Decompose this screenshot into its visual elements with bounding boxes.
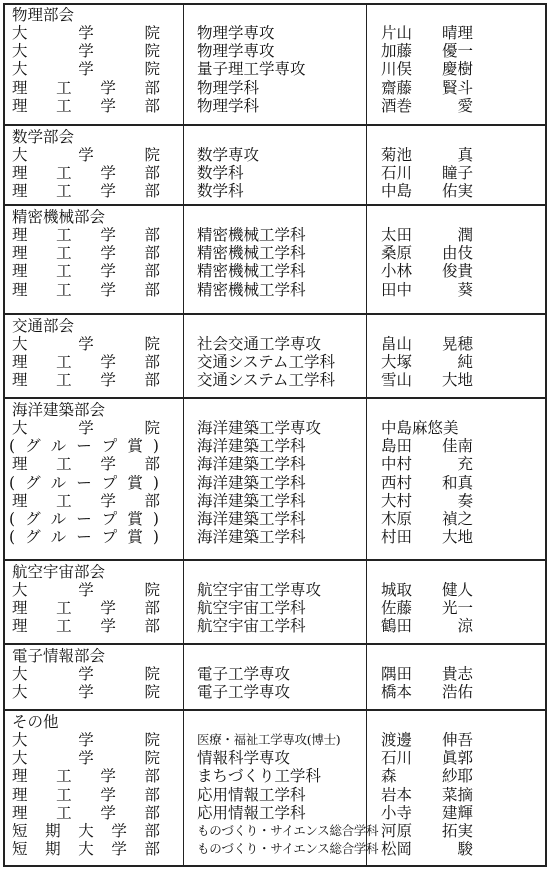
member-family-name: 渡邊	[381, 731, 413, 749]
member-category: 理 工 学 部	[12, 767, 160, 786]
member-category: 理 工 学 部	[12, 262, 160, 281]
member-row	[0, 335, 550, 353]
member-family-name: 大村	[381, 491, 413, 510]
member-family-name: 村田	[381, 528, 413, 547]
member-name	[381, 182, 473, 200]
member-department: 物理学科	[197, 78, 260, 97]
member-family-name: 酒巻	[381, 96, 413, 115]
member-category: 理 工 学 部	[12, 785, 160, 804]
member-given-name: 愛	[457, 96, 473, 115]
member-department: 海洋建築工学科	[197, 528, 306, 547]
member-name	[381, 371, 473, 389]
member-family-name: 河原	[381, 822, 413, 840]
member-family-name: 片山	[381, 24, 413, 42]
member-department: 応用情報工学科	[197, 785, 306, 804]
member-given-name: 拓実	[441, 822, 473, 840]
member-given-name: 光一	[441, 599, 473, 618]
member-department: 海洋建築工学専攻	[197, 419, 322, 437]
member-row	[0, 164, 550, 182]
member-given-name: 浩佑	[441, 683, 473, 702]
member-category: 短 期 大 学 部	[12, 822, 160, 840]
member-name	[381, 665, 473, 683]
member-given-name: 俊貴	[441, 262, 473, 281]
member-category: 大 学 院	[12, 335, 160, 353]
member-row	[0, 581, 550, 599]
member-category: 大 学 院	[12, 731, 160, 749]
member-given-name: 禎之	[441, 510, 473, 528]
member-name	[381, 492, 473, 510]
member-category: ( グ ル ー プ 賞 )	[9, 473, 159, 492]
member-family-name: 鶴田	[381, 617, 413, 636]
member-department: 量子理工学専攻	[197, 60, 306, 79]
member-category: 理 工 学 部	[12, 182, 160, 201]
member-given-name: 優一	[441, 42, 473, 61]
member-department: 医療・福祉工学専攻(博士)	[197, 732, 341, 747]
member-row	[0, 146, 550, 164]
member-name	[381, 262, 473, 280]
member-name	[381, 617, 473, 635]
member-department: 航空宇宙工学科	[197, 617, 306, 636]
member-given-name: 大地	[441, 371, 473, 390]
section-title: 数学部会	[12, 128, 75, 146]
member-family-name: 石川	[381, 749, 413, 768]
member-row	[0, 767, 550, 785]
member-row	[0, 840, 550, 858]
member-row	[0, 683, 550, 701]
member-row	[0, 599, 550, 617]
member-given-name: 純	[457, 353, 473, 372]
member-category: 理 工 学 部	[12, 455, 160, 474]
member-family-name: 佐藤	[381, 599, 413, 618]
member-given-name: 涼	[457, 617, 473, 636]
member-given-name: 佑実	[441, 182, 473, 201]
member-name	[381, 97, 473, 115]
member-name	[381, 581, 473, 599]
member-given-name: 由伎	[441, 244, 473, 263]
member-row	[0, 60, 550, 78]
section-divider	[3, 559, 547, 561]
member-family-name: 岩本	[381, 785, 413, 804]
member-department: 海洋建築工学科	[197, 473, 306, 492]
member-row	[0, 42, 550, 60]
member-family-name: 川俣	[381, 60, 413, 79]
member-family-name: 大塚	[381, 353, 413, 372]
member-category: 理 工 学 部	[12, 164, 160, 183]
member-family-name: 西村	[381, 473, 413, 492]
member-family-name: 島田	[381, 437, 413, 456]
member-family-name: 中島	[381, 182, 413, 201]
member-row	[0, 226, 550, 244]
member-row	[0, 822, 550, 840]
section-title: 電子情報部会	[12, 647, 106, 665]
member-department: 数学科	[197, 182, 244, 201]
member-row	[0, 455, 550, 473]
member-name	[381, 840, 473, 858]
member-name	[381, 335, 473, 353]
member-name	[381, 244, 473, 262]
member-name	[381, 510, 473, 528]
member-family-name: 太田	[381, 226, 413, 244]
member-department: 交通システム工学科	[197, 353, 335, 372]
member-department: ものづくり・サイエンス総合学科	[197, 823, 379, 838]
member-name	[381, 42, 473, 60]
member-family-name: 小林	[381, 262, 413, 281]
member-family-name: 木原	[381, 510, 413, 528]
member-department: 応用情報工学科	[197, 803, 306, 822]
section-title: 交通部会	[12, 317, 75, 335]
member-name	[381, 437, 473, 455]
member-category: 大 学 院	[12, 146, 160, 164]
member-name	[381, 79, 473, 97]
member-name	[381, 822, 473, 840]
member-department: 海洋建築工学科	[197, 437, 306, 456]
member-row	[0, 79, 550, 97]
member-row	[0, 262, 550, 280]
member-category: 理 工 学 部	[12, 96, 160, 115]
member-family-name: 石川	[381, 164, 413, 183]
section-title: 物理部会	[12, 6, 75, 24]
member-department: 航空宇宙工学科	[197, 599, 306, 618]
member-name	[381, 419, 473, 437]
member-family-name: 森	[381, 767, 397, 786]
member-family-name: 中村	[381, 455, 413, 474]
member-department: 海洋建築工学科	[197, 510, 306, 528]
section-divider	[3, 397, 547, 399]
member-department: 精密機械工学科	[197, 226, 306, 244]
member-family-name: 隅田	[381, 665, 413, 683]
member-category: 理 工 学 部	[12, 599, 160, 618]
member-department: 交通システム工学科	[197, 371, 335, 390]
member-row	[0, 419, 550, 437]
member-given-name: 慶樹	[441, 60, 473, 79]
member-family-name: 田中	[381, 280, 413, 299]
member-family-name: 中島麻悠美	[381, 419, 459, 437]
member-given-name: 真	[457, 146, 473, 164]
section-divider	[3, 313, 547, 315]
member-category: ( グ ル ー プ 賞 )	[9, 510, 159, 528]
member-category: 理 工 学 部	[12, 617, 160, 636]
member-given-name: 葵	[457, 280, 473, 299]
section-title: その他	[12, 713, 59, 731]
member-given-name: 駿	[457, 840, 473, 859]
member-given-name: 大地	[441, 528, 473, 547]
member-row	[0, 804, 550, 822]
member-department: 物理学専攻	[197, 24, 275, 42]
member-given-name: 菜摘	[441, 785, 473, 804]
member-row	[0, 617, 550, 635]
member-name	[381, 474, 473, 492]
section-title: 海洋建築部会	[12, 401, 106, 419]
member-name	[381, 683, 473, 701]
member-category: 大 学 院	[12, 683, 160, 702]
member-row	[0, 182, 550, 200]
member-given-name: 充	[457, 455, 473, 474]
section-divider	[3, 204, 547, 206]
member-category: 理 工 学 部	[12, 244, 160, 263]
member-family-name: 加藤	[381, 42, 413, 61]
member-department: 情報科学専攻	[197, 749, 291, 768]
member-family-name: 菊池	[381, 146, 413, 164]
member-department: 航空宇宙工学専攻	[197, 581, 322, 599]
member-row	[0, 665, 550, 683]
member-department: 電子工学専攻	[197, 665, 291, 683]
member-name	[381, 24, 473, 42]
member-name	[381, 353, 473, 371]
member-family-name: 城取	[381, 581, 413, 599]
member-name	[381, 226, 473, 244]
section-divider	[3, 124, 547, 126]
member-category: 短 期 大 学 部	[12, 840, 160, 859]
member-given-name: 紗耶	[441, 767, 473, 786]
section-divider	[3, 709, 547, 711]
member-row	[0, 786, 550, 804]
member-family-name: 松岡	[381, 840, 413, 859]
member-category: 大 学 院	[12, 749, 160, 768]
member-category: 大 学 院	[12, 665, 160, 683]
member-given-name: 瞳子	[441, 164, 473, 183]
member-category: 理 工 学 部	[12, 280, 160, 299]
member-department: 物理学専攻	[197, 42, 275, 61]
member-category: 大 学 院	[12, 24, 160, 42]
member-name	[381, 528, 473, 546]
member-name	[381, 749, 473, 767]
member-family-name: 雪山	[381, 371, 413, 390]
member-given-name: 健人	[441, 581, 473, 599]
member-name	[381, 164, 473, 182]
member-name	[381, 804, 473, 822]
member-name	[381, 60, 473, 78]
member-row	[0, 474, 550, 492]
member-row	[0, 24, 550, 42]
member-category: ( グ ル ー プ 賞 )	[9, 437, 159, 456]
member-category: 大 学 院	[12, 42, 160, 61]
member-given-name: 眞郭	[441, 749, 473, 768]
member-row	[0, 281, 550, 299]
section-title: 精密機械部会	[12, 208, 106, 226]
member-row	[0, 731, 550, 749]
member-name	[381, 731, 473, 749]
member-name	[381, 455, 473, 473]
member-name	[381, 281, 473, 299]
member-department: 精密機械工学科	[197, 244, 306, 263]
member-department: 数学専攻	[197, 146, 260, 164]
member-family-name: 橋本	[381, 683, 413, 702]
member-department: 社会交通工学専攻	[197, 335, 322, 353]
member-category: 理 工 学 部	[12, 226, 160, 244]
member-row	[0, 492, 550, 510]
section-title: 航空宇宙部会	[12, 563, 106, 581]
member-row	[0, 437, 550, 455]
member-given-name: 建輝	[441, 803, 473, 822]
member-department: 海洋建築工学科	[197, 455, 306, 474]
member-category: 大 学 院	[12, 419, 160, 437]
member-given-name: 晃穂	[441, 335, 473, 353]
member-given-name: 伸吾	[441, 731, 473, 749]
member-department: 精密機械工学科	[197, 262, 306, 281]
member-family-name: 小寺	[381, 803, 413, 822]
member-row	[0, 510, 550, 528]
member-department: ものづくり・サイエンス総合学科	[197, 841, 379, 857]
member-given-name: 和真	[441, 473, 473, 492]
member-given-name: 奏	[457, 491, 473, 510]
member-row	[0, 749, 550, 767]
member-family-name: 桑原	[381, 244, 413, 263]
member-row	[0, 353, 550, 371]
member-given-name: 貴志	[441, 665, 473, 683]
member-department: 数学科	[197, 164, 244, 183]
member-category: 大 学 院	[12, 60, 160, 79]
member-department: まちづくり工学科	[197, 767, 321, 786]
member-name	[381, 786, 473, 804]
member-department: 電子工学専攻	[197, 683, 291, 702]
member-name	[381, 767, 473, 785]
member-row	[0, 244, 550, 262]
section-divider	[3, 643, 547, 645]
member-given-name: 賢斗	[441, 78, 473, 97]
member-category: ( グ ル ー プ 賞 )	[9, 528, 159, 547]
member-category: 大 学 院	[12, 581, 160, 599]
member-row	[0, 371, 550, 389]
member-given-name: 潤	[457, 226, 473, 244]
member-department: 精密機械工学科	[197, 280, 306, 299]
member-given-name: 晴理	[441, 24, 473, 42]
member-category: 理 工 学 部	[12, 78, 160, 97]
member-department: 物理学科	[197, 96, 260, 115]
member-name	[381, 146, 473, 164]
member-department: 海洋建築工学科	[197, 491, 306, 510]
member-category: 理 工 学 部	[12, 353, 160, 372]
member-name	[381, 599, 473, 617]
member-family-name: 畠山	[381, 335, 413, 353]
member-row	[0, 97, 550, 115]
member-category: 理 工 学 部	[12, 491, 160, 510]
member-category: 理 工 学 部	[12, 371, 160, 390]
member-family-name: 齋藤	[381, 78, 413, 97]
member-category: 理 工 学 部	[12, 803, 160, 822]
member-row	[0, 528, 550, 546]
member-given-name: 佳南	[441, 437, 473, 456]
